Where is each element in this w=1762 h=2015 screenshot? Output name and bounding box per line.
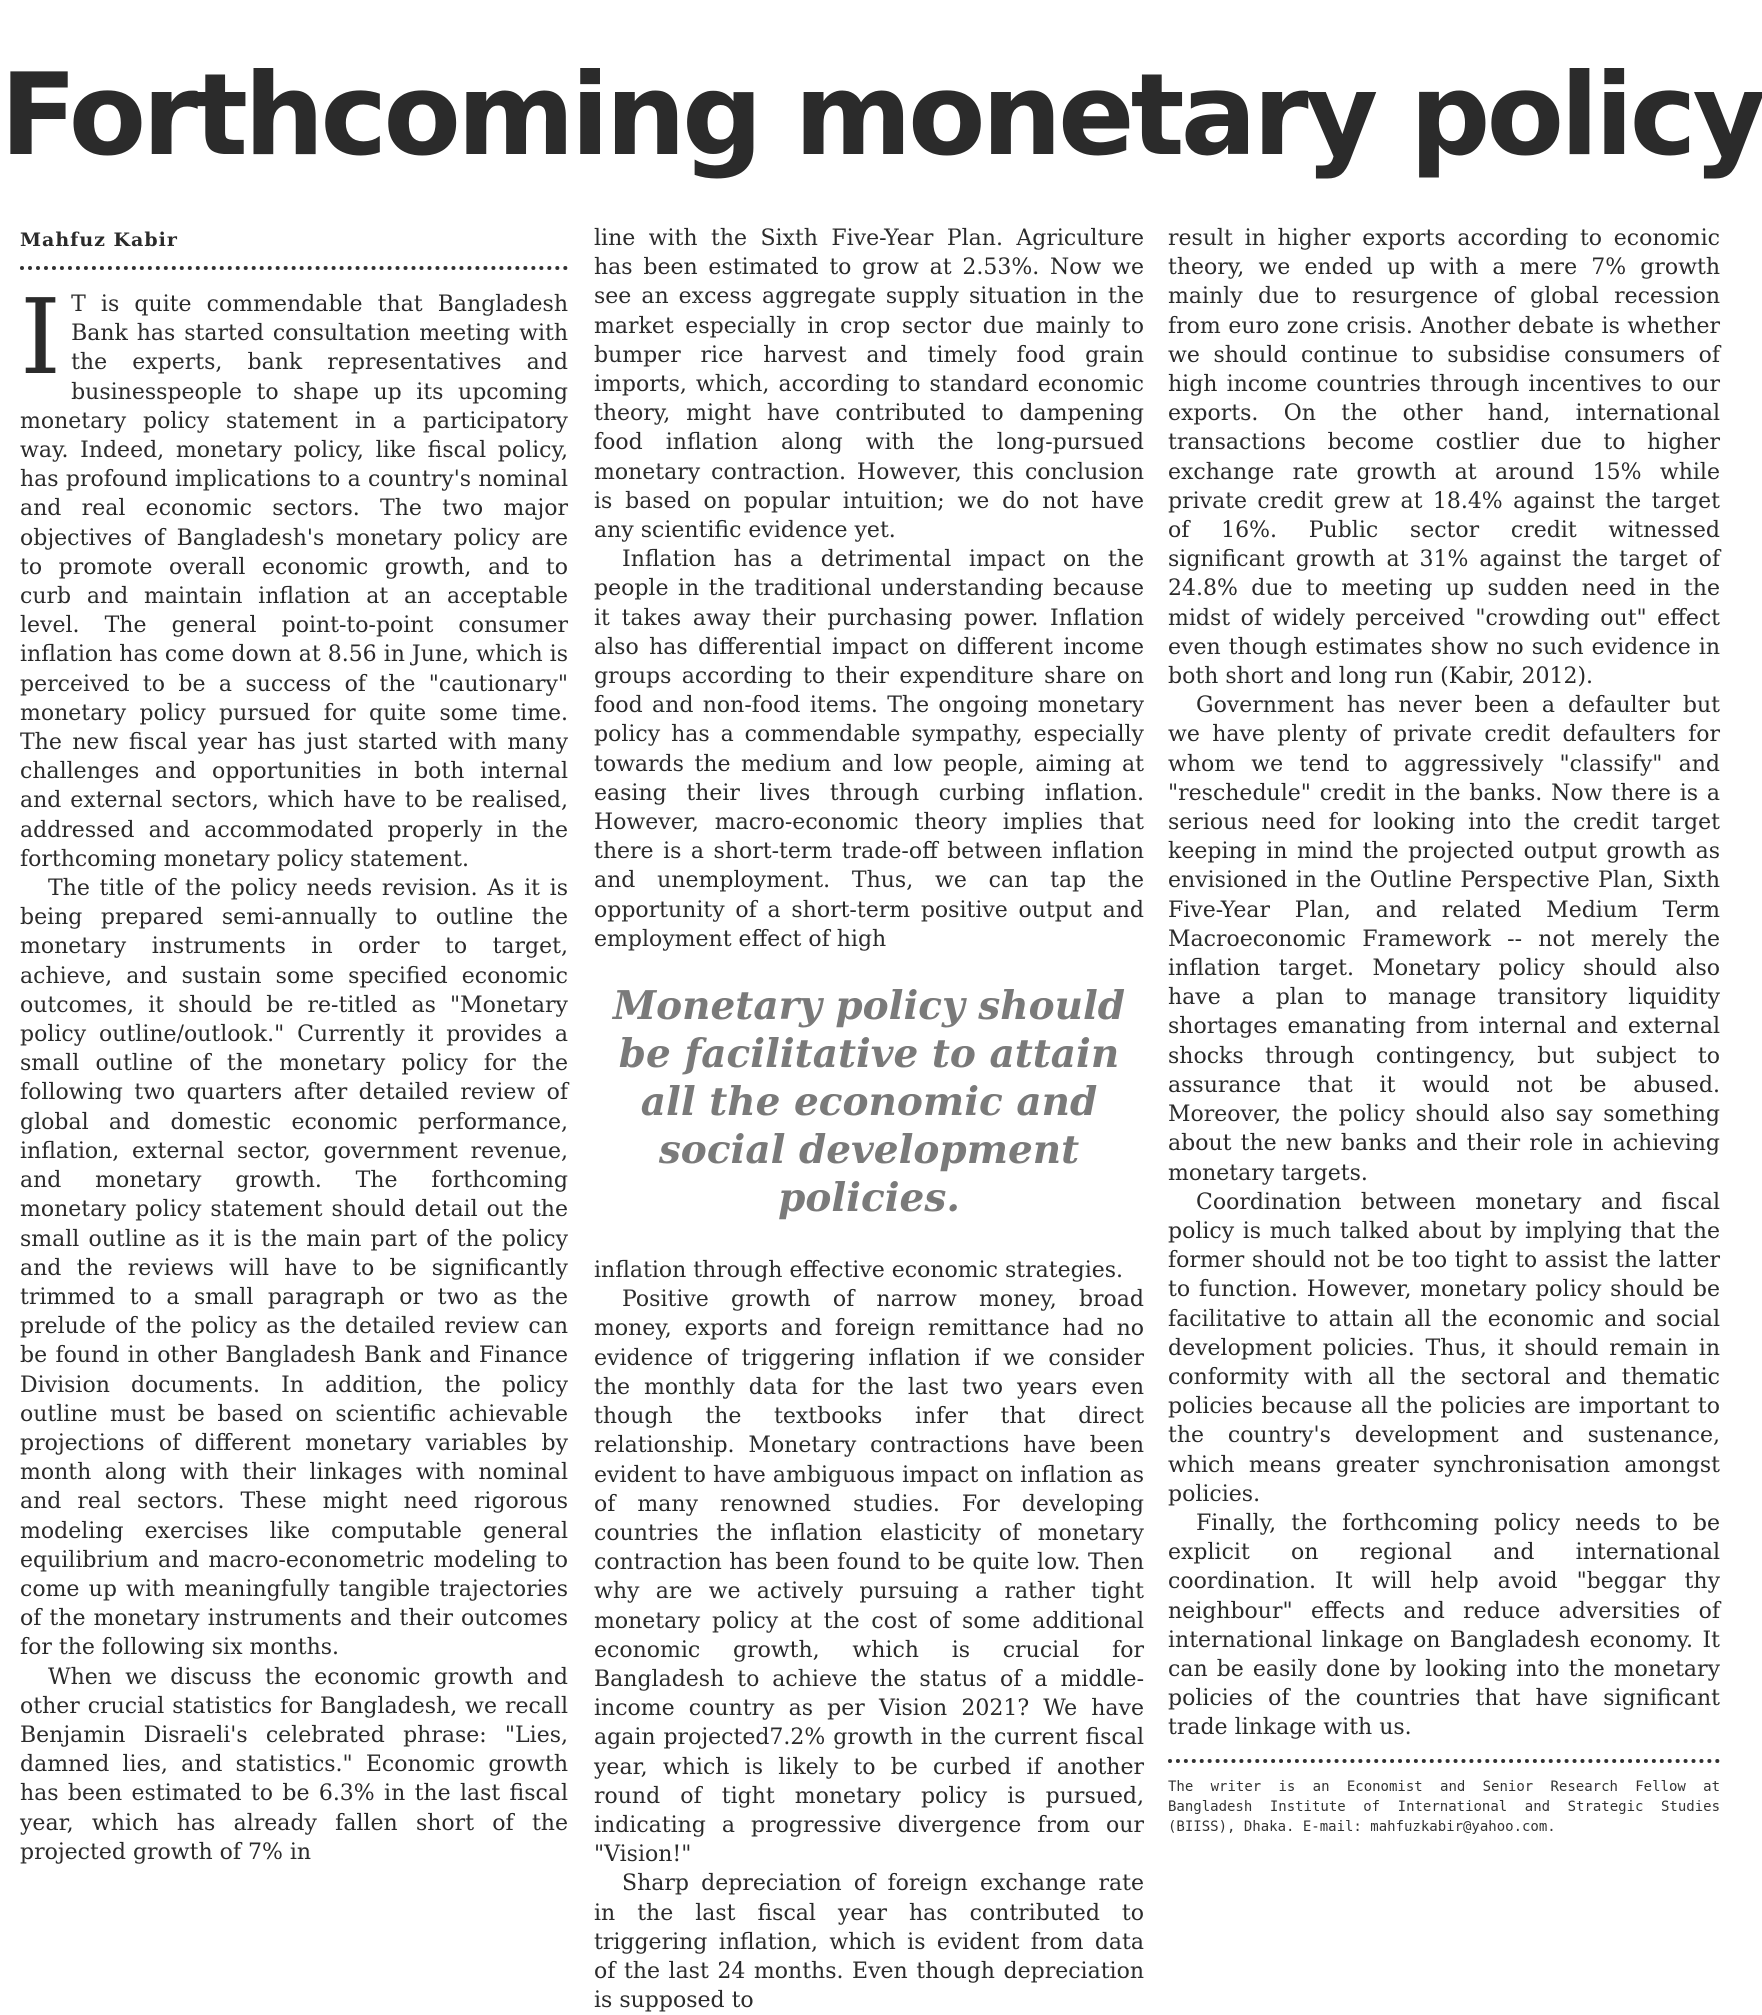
paragraph-3: When we discuss the economic growth and other crucial statistics for Bangladesh, we recall Benjamin Disraeli's celebrated phrase: "Lies, damned lies, and statistics." Economic growth has been estimated to be 6.3% in the last fiscal year, which has already fallen short of the projected growth of 7% in — [20, 1664, 568, 1865]
paragraph-7-continued: result in higher exports according to economic theory, we ended up with a mere 7% growth mainly due to resurgence of global recession from euro zone crisis. Another debate is whether we should continue to subsidise consumers of high income countries through incentives to our exports. On the other hand, international transactions become costlier due to higher exchange rate growth at around 15% while private credit grew at 18.4% against the target of 16%. Public sector credit witnessed significant growth at 31% against the target of 24.8% due to meeting up sudden need in the midst of widely perceived "crowding out" effect even though estimates show no such evidence in both short and long run (Kabir, 2012). — [1168, 226, 1720, 690]
drop-cap: I — [20, 276, 62, 398]
paragraph-10: Finally, the forthcoming policy needs to be explicit on regional and international coordination. It will help avoid "beggar thy neighbour" effects and reduce adversities of international linkage on Bangladesh economy. It can be easily done by looking into the monetary policies of the countries that have significant trade linkage with us. — [1168, 1510, 1720, 1741]
column-1 — [20, 224, 568, 1865]
column-2 — [594, 224, 1144, 2014]
dotted-divider-footer — [1168, 1759, 1720, 1763]
paragraph-7: Sharp depreciation of foreign exchange rate in the last fiscal year has contributed to triggering inflation, which is evident from data of the last 24 months. Even though depreciation is supposed to — [594, 1871, 1144, 2014]
pull-quote: Monetary policy should be facilitative to attain all the economic and social development policies. — [612, 983, 1126, 1222]
author-footnote: The writer is an Economist and Senior Research Fellow at Bangladesh Institute of International and Strategic Studies (BIISS), Dhaka. E-mail: mahfuzkabir@yahoo.com. — [1168, 1778, 1720, 1835]
paragraph-5-continued: inflation through effective economic strategies. — [594, 1258, 1124, 1284]
paragraph-5: Inflation has a detrimental impact on the people in the traditional understanding because it takes away their purchasing power. Inflation also has differential impact on different income groups according to their expenditure share on food and non-food items. The ongoing monetary policy has a commendable sympathy, especially towards the medium and low people, aiming at easing their lives through curbing inflation. However, macro-economic theory implies that there is a short-term trade-off between inflation and unemployment. Thus, we can tap the opportunity of a short-term positive output and employment effect of high — [594, 547, 1144, 952]
paragraph-4: line with the Sixth Five-Year Plan. Agriculture has been estimated to grow at 2.53%. Now we see an excess aggregate supply situation in the market especially in crop sector due mainly to bumper rice harvest and timely food grain imports, which, according to standard economic theory, might have contributed to dampening food inflation along with the long-pursued monetary contraction. However, this conclusion is based on popular intuition; we do not have any scientific evidence yet. — [594, 226, 1144, 544]
dotted-divider — [20, 266, 568, 270]
column-3 — [1168, 224, 1720, 1835]
byline: Mahfuz Kabir — [20, 229, 178, 251]
headline: Forthcoming monetary policy — [0, 49, 1762, 181]
paragraph-2: The title of the policy needs revision. As it is being prepared semi-annually to outline the monetary instruments in order to target, achieve, and sustain some specified economic outcomes, it should be re-titled as "Monetary policy outline/outlook." Currently it provides a small outline of the monetary policy for the following two quarters after detailed review of global and domestic economic performance, inflation, external sector, government revenue, and monetary growth. The forthcoming monetary policy statement should detail out the small outline as it is the main part of the policy and the reviews will have to be significantly trimmed to a small paragraph or two as the prelude of the policy as the detailed review can be found in other Bangladesh Bank and Finance Division documents. In addition, the policy outline must be based on scientific achievable projections of different monetary variables by month along with their linkages with nominal and real sectors. These might need rigorous modeling exercises like computable general equilibrium and macro-econometric modeling to come up with meaningfully tangible trajectories of the monetary instruments and their outcomes for the following six months. — [20, 876, 568, 1661]
paragraph-6: Positive growth of narrow money, broad money, exports and foreign remittance had no evidence of triggering inflation if we consider the monthly data for the last two years even though the textbooks infer that direct relationship. Monetary contractions have been evident to have ambiguous impact on inflation as of many renowned studies. For developing countries the inflation elasticity of monetary contraction has been found to be quite low. Then why are we actively pursuing a rather tight monetary policy at the cost of some additional economic growth, which is crucial for Bangladesh to achieve the status of a middle-income country as per Vision 2021? We have again projected7.2% growth in the current fiscal year, which is likely to be curbed if another round of tight monetary policy is pursued, indicating a progressive divergence from our "Vision!" — [594, 1287, 1144, 1868]
paragraph-8: Government has never been a defaulter but we have plenty of private credit defaulters for whom we tend to aggressively "classify" and "reschedule" credit in the banks. Now there is a serious need for looking into the credit target keeping in mind the projected output growth as envisioned in the Outline Perspective Plan, Sixth Five-Year Plan, and related Medium Term Macroeconomic Framework -- not merely the inflation target. Monetary policy should also have a plan to manage transitory liquidity shortages emanating from internal and external shocks through contingency, but subject to assurance that it would not be abused. Moreover, the policy should also say something about the new banks and their role in achieving monetary targets. — [1168, 693, 1720, 1186]
paragraph-9: Coordination between monetary and fiscal policy is much talked about by implying that the former should not be too tight to assist the latter to function. However, monetary policy should be facilitative to attain all the economic and social development policies. Thus, it should remain in conformity with all the sectoral and thematic policies because all the policies are important to the country's development and sustenance, which means greater synchronisation amongst policies. — [1168, 1189, 1720, 1507]
paragraph-1-text: T is quite commendable that Bangladesh Bank has started consultation meeting with the experts, bank representatives and businesspeople to shape up its upcoming monetary policy statement in a participatory way. Indeed, monetary policy, like fiscal policy, has profound implications to a country's nominal and real economic sectors. The two major objectives of Bangladesh's monetary policy are to promote overall economic growth, and to curb and maintain inflation at an acceptable level. The general point-to-point consumer inflation has come down at 8.56 in June, which is perceived to be a success of the "cautionary" monetary policy pursued for quite some time. The new fiscal year has just started with many challenges and opportunities in both internal and external sectors, which have to be realised, addressed and accommodated properly in the forthcoming monetary policy statement. — [20, 292, 568, 872]
paragraph-1 — [20, 276, 568, 874]
